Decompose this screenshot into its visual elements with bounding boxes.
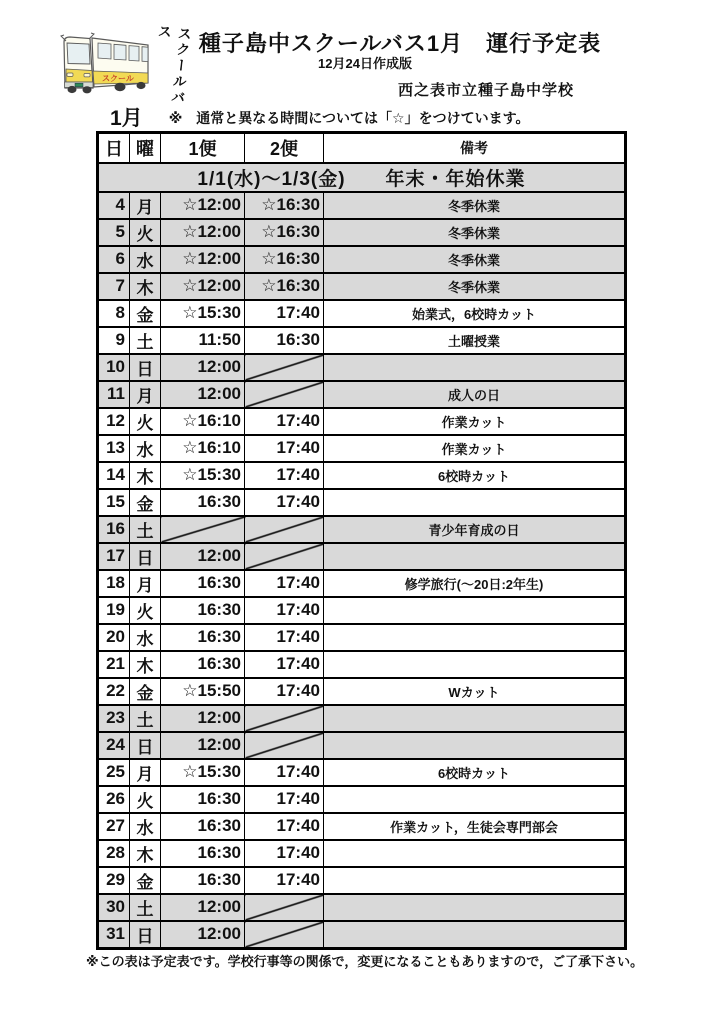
school-bus-illustration (56, 26, 156, 98)
bus2-time-cell: ☆16:30 (245, 192, 324, 219)
bus1-time-cell: 16:30 (161, 786, 245, 813)
column-header-weekday: 曜 (130, 133, 161, 163)
month-label: 1月 (110, 107, 143, 130)
bus2-time-cell: ☆16:30 (245, 219, 324, 246)
bus2-time-cell: 17:40 (245, 624, 324, 651)
remarks-cell (324, 624, 626, 651)
bus2-time-cell: 17:40 (245, 840, 324, 867)
table-row (98, 570, 626, 597)
bus2-time-cell: ☆16:30 (245, 246, 324, 273)
day-cell: 19 (98, 597, 130, 624)
disclaimer-note: ※この表は予定表です。学校行事等の関係で，変更になることもありますので，ご了承下さい。 (86, 954, 644, 969)
day-cell: 21 (98, 651, 130, 678)
bus1-time-cell-no-service (161, 516, 245, 543)
bus1-time-cell: 12:00 (161, 354, 245, 381)
remarks-cell (324, 921, 626, 949)
bus2-time-cell: ☆16:30 (245, 273, 324, 300)
bus2-time-cell-no-service (245, 516, 324, 543)
weekday-cell: 火 (130, 786, 161, 813)
day-cell: 20 (98, 624, 130, 651)
table-row (98, 678, 626, 705)
weekday-cell: 木 (130, 462, 161, 489)
table-row (98, 543, 626, 570)
bus1-time-cell: 12:00 (161, 381, 245, 408)
bus1-time-cell: 12:00 (161, 705, 245, 732)
bus1-time-cell: ☆12:00 (161, 219, 245, 246)
bus2-time-cell: 17:40 (245, 651, 324, 678)
day-cell: 26 (98, 786, 130, 813)
bus-caption-vertical-text: スクールバス (156, 23, 194, 107)
page-title: 種子島中スクールバス1月 運行予定表 (198, 31, 602, 56)
weekday-cell: 日 (130, 732, 161, 759)
day-cell: 18 (98, 570, 130, 597)
remarks-cell (324, 597, 626, 624)
remarks-cell: 作業カット (324, 408, 626, 435)
table-row (98, 219, 626, 246)
holiday-span-row (98, 163, 626, 192)
bus1-time-cell: ☆12:00 (161, 273, 245, 300)
bus1-time-cell: ☆16:10 (161, 435, 245, 462)
weekday-cell: 水 (130, 435, 161, 462)
remarks-cell (324, 354, 626, 381)
remarks-cell (324, 894, 626, 921)
bus2-time-cell-no-service (245, 381, 324, 408)
column-header-day: 日 (98, 133, 130, 163)
remarks-cell (324, 489, 626, 516)
table-row (98, 894, 626, 921)
column-header-row (98, 133, 626, 163)
remarks-cell (324, 543, 626, 570)
bus1-time-cell: ☆12:00 (161, 192, 245, 219)
bus1-time-cell: 12:00 (161, 732, 245, 759)
day-cell: 9 (98, 327, 130, 354)
bus2-time-cell-no-service (245, 543, 324, 570)
remarks-cell: 成人の日 (324, 381, 626, 408)
day-cell: 27 (98, 813, 130, 840)
bus2-time-cell: 17:40 (245, 597, 324, 624)
remarks-cell (324, 840, 626, 867)
weekday-cell: 木 (130, 840, 161, 867)
day-cell: 31 (98, 921, 130, 949)
weekday-cell: 月 (130, 381, 161, 408)
bus1-time-cell: 16:30 (161, 867, 245, 894)
weekday-cell: 月 (130, 570, 161, 597)
weekday-cell: 金 (130, 867, 161, 894)
day-cell: 6 (98, 246, 130, 273)
bus1-time-cell: ☆15:30 (161, 462, 245, 489)
remarks-cell (324, 651, 626, 678)
weekday-cell: 金 (130, 489, 161, 516)
bus1-time-cell: 16:30 (161, 813, 245, 840)
bus2-time-cell: 17:40 (245, 489, 324, 516)
remarks-cell: Wカット (324, 678, 626, 705)
table-row (98, 273, 626, 300)
weekday-cell: 月 (130, 759, 161, 786)
weekday-cell: 日 (130, 354, 161, 381)
weekday-cell: 土 (130, 327, 161, 354)
revision-date-label: 12月24日作成版 (318, 56, 412, 71)
schedule-tbody (98, 163, 626, 949)
weekday-cell: 土 (130, 705, 161, 732)
table-row (98, 624, 626, 651)
weekday-cell: 土 (130, 516, 161, 543)
table-row (98, 516, 626, 543)
table-row (98, 435, 626, 462)
weekday-cell: 水 (130, 813, 161, 840)
table-row (98, 408, 626, 435)
table-row (98, 300, 626, 327)
remarks-cell: 土曜授業 (324, 327, 626, 354)
star-legend-note: ※ 通常と異なる時間については「☆」をつけています。 (168, 110, 530, 126)
bus1-time-cell: ☆15:30 (161, 300, 245, 327)
weekday-cell: 木 (130, 651, 161, 678)
bus2-time-cell: 17:40 (245, 570, 324, 597)
remarks-cell: 冬季休業 (324, 192, 626, 219)
day-cell: 24 (98, 732, 130, 759)
remarks-cell (324, 732, 626, 759)
day-cell: 15 (98, 489, 130, 516)
weekday-cell: 水 (130, 624, 161, 651)
table-row (98, 840, 626, 867)
table-row (98, 246, 626, 273)
bus1-time-cell: ☆16:10 (161, 408, 245, 435)
remarks-cell (324, 705, 626, 732)
day-cell: 30 (98, 894, 130, 921)
bus1-time-cell: ☆12:00 (161, 246, 245, 273)
bus2-time-cell: 17:40 (245, 813, 324, 840)
bus2-time-cell: 17:40 (245, 408, 324, 435)
day-cell: 11 (98, 381, 130, 408)
remarks-cell (324, 867, 626, 894)
day-cell: 29 (98, 867, 130, 894)
bus1-time-cell: 16:30 (161, 624, 245, 651)
bus2-time-cell: 17:40 (245, 786, 324, 813)
table-row (98, 192, 626, 219)
bus1-time-cell: 16:30 (161, 840, 245, 867)
table-row (98, 354, 626, 381)
remarks-cell: 青少年育成の日 (324, 516, 626, 543)
bus2-time-cell: 16:30 (245, 327, 324, 354)
remarks-cell: 作業カット (324, 435, 626, 462)
bus2-time-cell: 17:40 (245, 300, 324, 327)
bus1-time-cell: 12:00 (161, 921, 245, 949)
weekday-cell: 日 (130, 543, 161, 570)
bus1-time-cell: ☆15:50 (161, 678, 245, 705)
day-cell: 5 (98, 219, 130, 246)
day-cell: 4 (98, 192, 130, 219)
holiday-span-cell: 1/1(水)～1/3(金) 年末・年始休業 (98, 163, 626, 192)
table-row (98, 381, 626, 408)
bus1-time-cell: 12:00 (161, 894, 245, 921)
weekday-cell: 月 (130, 192, 161, 219)
table-row (98, 921, 626, 949)
weekday-cell: 木 (130, 273, 161, 300)
weekday-cell: 火 (130, 219, 161, 246)
table-row (98, 489, 626, 516)
table-row (98, 597, 626, 624)
day-cell: 10 (98, 354, 130, 381)
school-name: 西之表市立種子島中学校 (398, 82, 575, 99)
table-row (98, 462, 626, 489)
remarks-cell: 冬季休業 (324, 246, 626, 273)
column-header-remarks: 備考 (324, 133, 626, 163)
schedule-table (96, 131, 627, 950)
bus2-time-cell: 17:40 (245, 435, 324, 462)
day-cell: 14 (98, 462, 130, 489)
remarks-cell: 修学旅行(～20日:2年生) (324, 570, 626, 597)
remarks-cell: 作業カット，生徒会専門部会 (324, 813, 626, 840)
weekday-cell: 火 (130, 408, 161, 435)
day-cell: 23 (98, 705, 130, 732)
bus2-time-cell: 17:40 (245, 867, 324, 894)
weekday-cell: 金 (130, 300, 161, 327)
remarks-cell: 6校時カット (324, 759, 626, 786)
bus1-time-cell: 11:50 (161, 327, 245, 354)
day-cell: 7 (98, 273, 130, 300)
remarks-cell: 冬季休業 (324, 219, 626, 246)
bus2-time-cell: 17:40 (245, 462, 324, 489)
bus1-time-cell: 16:30 (161, 489, 245, 516)
day-cell: 22 (98, 678, 130, 705)
day-cell: 13 (98, 435, 130, 462)
day-cell: 12 (98, 408, 130, 435)
month-line (110, 102, 529, 132)
bus2-time-cell-no-service (245, 894, 324, 921)
table-row (98, 786, 626, 813)
remarks-cell: 始業式，6校時カット (324, 300, 626, 327)
bus2-time-cell-no-service (245, 705, 324, 732)
table-row (98, 705, 626, 732)
column-header-bus1: 1便 (161, 133, 245, 163)
day-cell: 17 (98, 543, 130, 570)
remarks-cell (324, 786, 626, 813)
weekday-cell: 日 (130, 921, 161, 949)
bus2-time-cell: 17:40 (245, 759, 324, 786)
weekday-cell: 火 (130, 597, 161, 624)
day-cell: 28 (98, 840, 130, 867)
day-cell: 25 (98, 759, 130, 786)
weekday-cell: 金 (130, 678, 161, 705)
column-header-bus2: 2便 (245, 133, 324, 163)
remarks-cell: 6校時カット (324, 462, 626, 489)
bus-side-text: スクール (102, 74, 134, 83)
bus2-time-cell-no-service (245, 354, 324, 381)
bus2-time-cell-no-service (245, 732, 324, 759)
bus1-time-cell: ☆15:30 (161, 759, 245, 786)
bus1-time-cell: 16:30 (161, 597, 245, 624)
table-row (98, 651, 626, 678)
weekday-cell: 水 (130, 246, 161, 273)
table-row (98, 327, 626, 354)
table-row (98, 759, 626, 786)
remarks-cell: 冬季休業 (324, 273, 626, 300)
bus1-time-cell: 16:30 (161, 570, 245, 597)
table-row (98, 867, 626, 894)
weekday-cell: 土 (130, 894, 161, 921)
day-cell: 8 (98, 300, 130, 327)
day-cell: 16 (98, 516, 130, 543)
table-row (98, 813, 626, 840)
bus1-time-cell: 16:30 (161, 651, 245, 678)
table-row (98, 732, 626, 759)
bus2-time-cell-no-service (245, 921, 324, 949)
bus2-time-cell: 17:40 (245, 678, 324, 705)
bus1-time-cell: 12:00 (161, 543, 245, 570)
